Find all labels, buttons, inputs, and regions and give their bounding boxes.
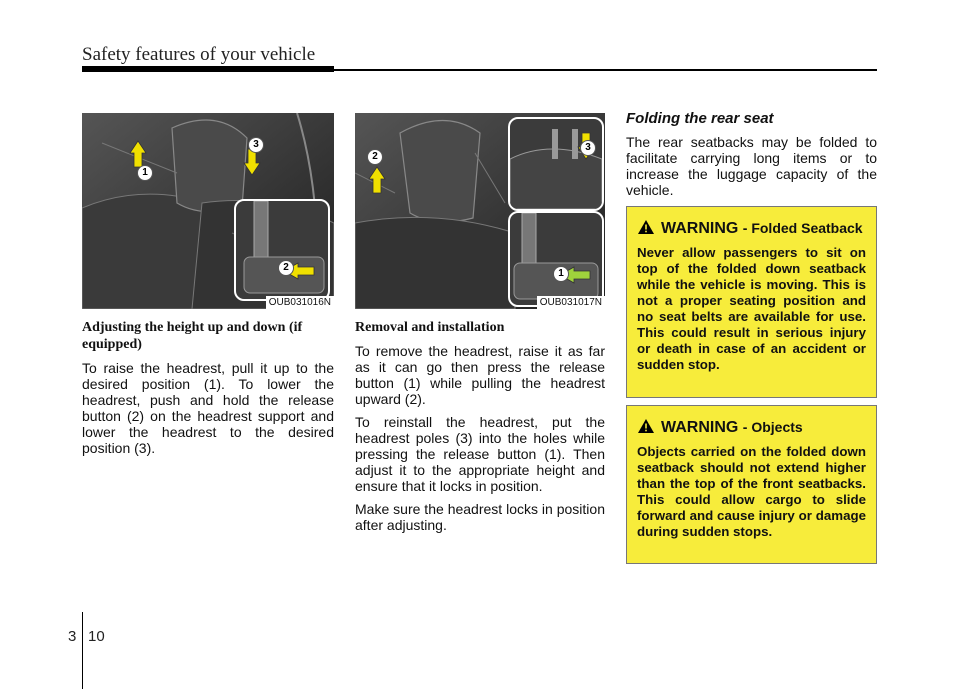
- warning-label: WARNING: [661, 419, 739, 436]
- paragraph-lock-check: Make sure the headrest locks in position after adjusting.: [355, 501, 605, 533]
- section-heading-folding: Folding the rear seat: [626, 110, 774, 127]
- release-button-inset-2: [508, 211, 604, 307]
- figure-code: OUB031016N: [266, 296, 334, 309]
- warning-box-folded-seatback: [626, 206, 877, 398]
- warning-title: [637, 418, 866, 437]
- paragraph-height-adjust: To raise the headrest, pull it up to the desired position (1). To lower the headrest, push and hold the release button (2) on the headrest support and lower the headrest to the desired position (3).: [82, 360, 334, 456]
- warning-title: [637, 219, 866, 238]
- paragraph-reinstall: To reinstall the headrest, put the headrest poles (3) into the holes while pressing the release button (1). Then adjust it to the appropriate height and ensure that it locks in position.: [355, 414, 605, 494]
- callout-3: 3: [580, 140, 596, 156]
- warning-text: Objects carried on the folded down seatback should not extend higher than the top of the front seatbacks. This could allow cargo to slide forward and cause injury or damage during sudden stops.: [637, 444, 866, 539]
- paragraph-folding: The rear seatbacks may be folded to facilitate carrying long items or to increase the luggage capacity of the vehicle.: [626, 134, 877, 198]
- header-rule-thick: [82, 66, 334, 72]
- page-header-title: Safety features of your vehicle: [82, 44, 316, 65]
- warning-triangle-icon: [637, 219, 655, 235]
- warning-subtitle: - Objects: [742, 419, 803, 435]
- callout-1: 1: [553, 266, 569, 282]
- warning-text: Never allow passengers to sit on top of the folded down seatback while the vehicle is moving. This is not a proper seating position and no seat belts are available for use. This could result in serious injury or death in case of an accident or sudden stop.: [637, 245, 866, 372]
- release-button-illustration: [236, 201, 328, 299]
- callout-2: 2: [278, 260, 294, 276]
- section-heading-removal: Removal and installation: [355, 320, 505, 335]
- callout-2: 2: [367, 149, 383, 165]
- figure-code: OUB031017N: [537, 296, 605, 309]
- paragraph-removal: To remove the headrest, raise it as far as it can go then press the release button (1) while pulling the headrest upward (2).: [355, 343, 605, 407]
- footer-divider: [82, 612, 83, 689]
- release-button-illustration-2: [510, 213, 602, 305]
- page-number: 10: [88, 628, 105, 645]
- column-3: [626, 111, 877, 205]
- release-button-inset: [234, 199, 330, 301]
- warning-subtitle: - Folded Seatback: [742, 220, 863, 236]
- headrest-removal-figure: [355, 113, 605, 309]
- column-1: [82, 319, 334, 463]
- pole-holes-inset: [508, 117, 604, 211]
- warning-label: WARNING: [661, 220, 739, 237]
- callout-1: 1: [137, 165, 153, 181]
- column-2: [355, 319, 605, 540]
- callout-3: 3: [248, 137, 264, 153]
- chapter-number: 3: [68, 628, 77, 645]
- warning-box-objects: [626, 405, 877, 564]
- pole-holes-illustration: [510, 119, 602, 209]
- headrest-height-figure: [82, 113, 334, 309]
- section-heading-height: Adjusting the height up and down (if equipped): [82, 320, 303, 352]
- header-rule-thin: [334, 69, 877, 71]
- warning-triangle-icon: [637, 418, 655, 434]
